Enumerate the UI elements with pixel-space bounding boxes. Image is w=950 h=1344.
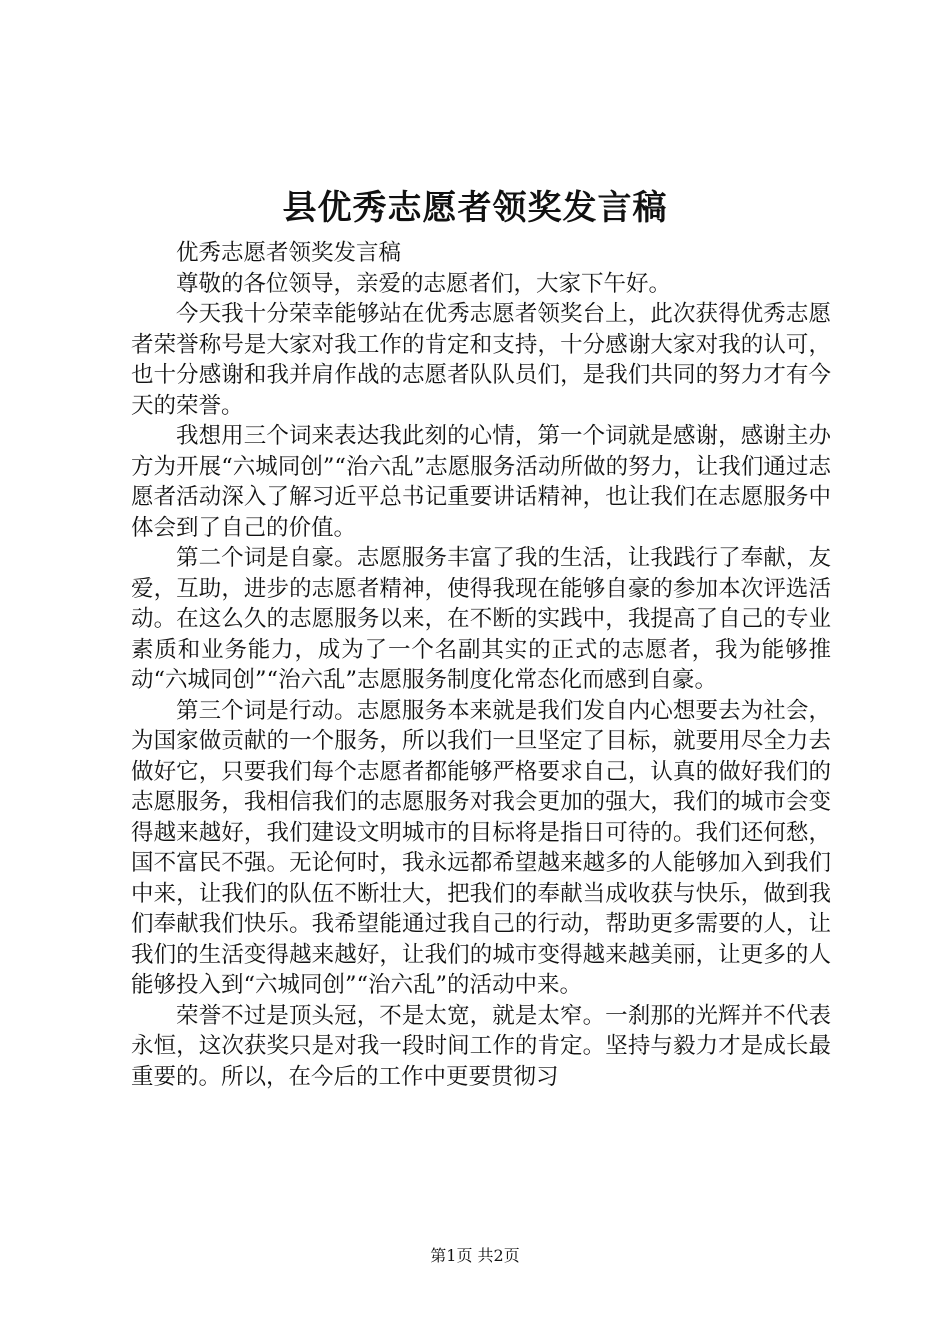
document-title: 县优秀志愿者领奖发言稿 [282,188,668,228]
paragraph-gratitude: 我想用三个词来表达我此刻的心情，第一个词就是感谢，感谢主办方为开展“六城同创”“治六乱”志愿服务活动所做的努力，让我们通过志愿者活动深入了解习近平总书记重要讲话精神，也让我们在志愿服务中体会到了自己的价值。 [131,423,831,541]
paragraph-intro: 今天我十分荣幸能够站在优秀志愿者领奖台上，此次获得优秀志愿者荣誉称号是大家对我工作的肯定和支持，十分感谢大家对我的认可，也十分感谢和我并肩作战的志愿者队队员们，是我们共同的努力才有今天的荣誉。 [131,301,831,419]
paragraph-honor: 荣誉不过是顶头冠，不是太宽，就是太窄。一刹那的光辉并不代表永恒，这次获奖只是对我一段时间工作的肯定。坚持与毅力才是成长最重要的。所以，在今后的工作中更要贯彻习 [131,1002,831,1090]
document-body [131,238,831,1092]
page-footer: 第1页 共2页 [430,1246,520,1265]
paragraph-greeting: 尊敬的各位领导，亲爱的志愿者们，大家下午好。 [176,270,672,297]
paragraph-action: 第三个词是行动。志愿服务本来就是我们发自内心想要去为社会，为国家做贡献的一个服务，所以我们一旦坚定了目标，就要用尽全力去做好它，只要我们每个志愿者都能够严格要求自己，认真的做好我们的志愿服务，我相信我们的志愿服务对我会更加的强大，我们的城市会变得越来越好，我们建设文明城市的目标将是指日可待的。我们还何愁，国不富民不强。无论何时，我永远都希望越来越多的人能够加入到我们中来，让我们的队伍不断壮大，把我们的奉献当成收获与快乐，做到我们奉献我们快乐。我希望能通过我自己的行动，帮助更多需要的人，让我们的生活变得越来越好，让我们的城市变得越来越美丽，让更多的人能够投入到“六城同创”“治六乱”的活动中来。 [131,697,831,998]
paragraph-subtitle: 优秀志愿者领奖发言稿 [176,240,402,266]
paragraph-pride: 第二个词是自豪。志愿服务丰富了我的生活，让我践行了奉献，友爱，互助，进步的志愿者精神，使得我现在能够自豪的参加本次评选活动。在这么久的志愿服务以来，在不断的实践中，我提高了自己的专业素质和业务能力，成为了一个名副其实的正式的志愿者，我为能够推动“六城同创”“治六乱”志愿服务制度化常态化而感到自豪。 [131,545,831,693]
